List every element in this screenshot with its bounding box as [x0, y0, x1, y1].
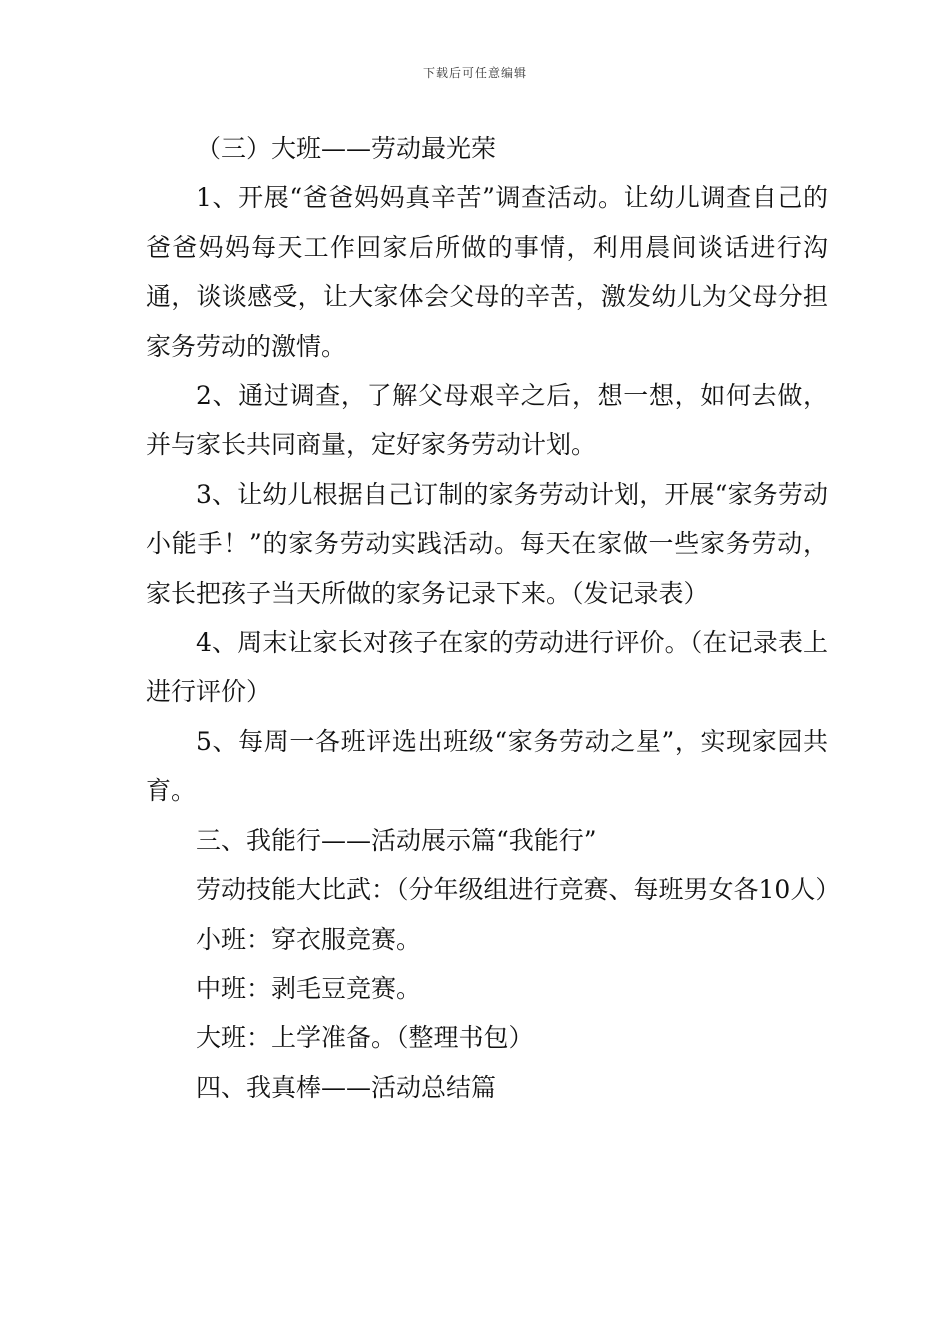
paragraph-item-5: 5、每周一各班评选出班级“家务劳动之星”，实现家园共育。	[146, 726, 828, 806]
paragraph-junior-class: 小班：穿衣服竞赛。	[196, 924, 422, 954]
page-header-note: 下载后可任意编辑	[422, 66, 527, 80]
document-body	[146, 124, 841, 1112]
paragraph-skills-contest: 劳动技能大比武：（分年级组进行竞赛、每班男女各10人）	[196, 875, 841, 905]
paragraph-middle-class: 中班：剥毛豆竞赛。	[196, 973, 422, 1003]
paragraph-item-2: 2、通过调查，了解父母艰辛之后，想一想，如何去做，并与家长共同商量，定好家务劳动计划。	[146, 381, 828, 460]
paragraph-item-3: 3、让幼儿根据自己订制的家务劳动计划，开展“家务劳动小能手！”的家务劳动实践活动。每天在家做一些家务劳动，家长把孩子当天所做的家务记录下来。（发记录表）	[146, 479, 828, 608]
paragraph-senior-class: 大班：上学准备。（整理书包）	[196, 1023, 534, 1053]
paragraph-item-4: 4、周末让家长对孩子在家的劳动进行评价。（在记录表上进行评价）	[146, 628, 828, 707]
section-heading-showcase: 三、我能行——活动展示篇“我能行”	[196, 825, 597, 855]
section-heading-senior-class: （三）大班——劳动最光荣	[196, 134, 497, 163]
section-heading-summary: 四、我真棒——活动总结篇	[196, 1072, 497, 1102]
paragraph-item-1: 1、开展“爸爸妈妈真辛苦”调查活动。让幼儿调查自己的爸爸妈妈每天工作回家后所做的事情，利用晨间谈话进行沟通，谈谈感受，让大家体会父母的辛苦，激发幼儿为父母分担家务劳动的激情。	[146, 183, 828, 361]
